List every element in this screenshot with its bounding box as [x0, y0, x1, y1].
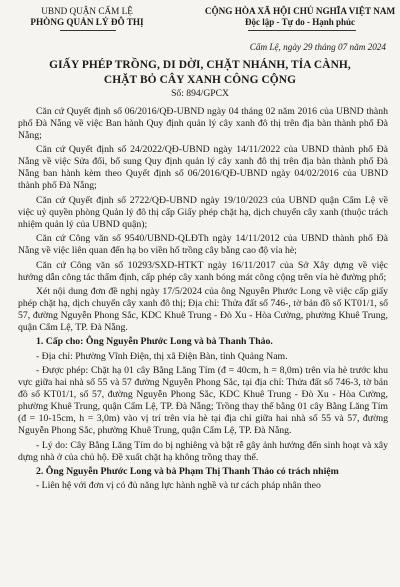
legal-basis-paragraph: Căn cứ Quyết định số 06/2016/QĐ-UBND ngày 04 tháng 02 năm 2016 của UBND thành phố Đà Nẵng về việc Ban hành Quy định quản lý cây xanh đô thị trên địa bàn thành phố Đà Nẵng;	[18, 106, 388, 141]
document-number: Số: 894/GPCX	[171, 88, 229, 99]
legal-basis-paragraph: Căn cứ Công văn số 9540/UBND-QLĐTh ngày 14/11/2012 của UBND thành phố Đà Nẵng về việc liên quan đến hạ bo viền hố trồng cây bằng cao độ vỉa hè;	[18, 233, 388, 257]
section-1-heading: 1. Cấp cho: Ông Nguyễn Phước Long và bà Thanh Thảo.	[36, 336, 273, 348]
legal-basis-paragraph: Căn cứ Quyết định số 24/2022/QĐ-UBND ngày 14/11/2022 của UBND thành phố Đà Nẵng về việc Sửa đổi, bổ sung Quy định quản lý cây xanh đô thị trên địa bàn thành phố Đà Nẵng ban hành kèm theo Quyết định số 06/2016/QĐ-UBND ngày 04/02/2016 của UBND thành phố Đà Nẵng;	[18, 144, 388, 192]
section-1-reason: - Lý do: Cây Bằng Lăng Tím do bị nghiêng và bật rễ gây ảnh hưởng đến sinh hoạt và xây dựng nhà ở của chủ hộ. Đề xuất chặt hạ không trồng thay thế.	[18, 439, 388, 463]
document-title-line-1: GIẤY PHÉP TRỒNG, DI DỜI, CHẶT NHÁNH, TỈA CÀNH,	[49, 59, 351, 71]
nation-name: CỘNG HÒA XÃ HỘI CHỦ NGHĨA VIỆT NAM	[204, 6, 396, 16]
authority-line-2: PHÒNG QUẢN LÝ ĐÔ THỊ	[30, 17, 144, 27]
section-2-heading: 2. Ông Nguyễn Phước Long và bà Phạm Thị Thanh Thảo có trách nhiệm	[36, 465, 339, 477]
request-paragraph: Xét nội dung đơn đề nghị ngày 17/5/2024 của ông Nguyễn Phước Long về việc cấp giấy phép chặt hạ, dịch chuyển cây xanh đô thị; Địa chỉ: Thửa đất số 746-, tờ bản đồ số KT01/1, số 57, đường Nguyễn Phong Sắc, KDC Khuê Trung - Đò Xu - Hòa Cường, phường Khuê Trung, quận Cẩm Lệ, TP. Đà Nẵng.	[18, 285, 388, 333]
document-title-line-2: CHẶT BỎ CÂY XANH CÔNG CỘNG	[103, 74, 297, 86]
national-motto: Độc lập - Tự do - Hạnh phúc	[244, 17, 355, 27]
legal-basis-paragraph: Căn cứ Công văn số 10293/SXD-HTKT ngày 16/11/2017 của Sở Xây dựng về việc hướng dẫn công tác thẩm định, cấp phép cây xanh bóng mát công cộng trên vỉa hè đường phố;	[18, 259, 388, 283]
date-line: Cẩm Lệ, ngày 29 tháng 07 năm 2024	[249, 42, 386, 52]
legal-basis-paragraph: Căn cứ Quyết định số 2722/QĐ-UBND ngày 19/10/2023 của UBND quận Cẩm Lệ về việc uỷ quyền phòng Quản lý đô thị cấp Giấy phép chặt hạ, dịch chuyển cây xanh (thuộc trách nhiệm quản lý của UBND quận);	[18, 194, 388, 230]
issuing-authority	[12, 6, 162, 28]
section-2-bullet: - Liên hệ với đơn vị có đủ năng lực hành nghề và tư cách pháp nhân theo	[36, 480, 321, 492]
authority-underline	[60, 30, 116, 31]
document-body	[18, 106, 388, 495]
national-header	[200, 6, 400, 28]
section-1-address: - Địa chỉ: Phường Vĩnh Điện, thị xã Điện Bàn, tỉnh Quảng Nam.	[36, 350, 288, 362]
authority-line-1: UBND QUẬN CẨM LỆ	[41, 6, 133, 16]
motto-underline	[248, 30, 356, 31]
section-1-permit: - Được phép: Chặt hạ 01 cây Bằng Lăng Tím (đ = 40cm, h = 8,0m) trên vỉa hè trước khu vực giữa hai nhà số 55 và 57 đường Nguyễn Phong Sắc, tại địa chỉ: Thửa đất số 746-3, tờ bản đồ số KT01/1, số 57, đường Nguyễn Phong Sắc, KDC Khuê Trung - Đò Xu - Hòa Cường, phường Khuê Trung, quận Cẩm Lệ, TP. Đà Nẵng; Trồng thay thế bằng 01 cây Bằng Lăng Tím (đ = 10-15cm, h = 3,0m) vào vị trí trên vỉa hè tại địa chỉ giữa hai nhà số 55 và 57, đường Nguyễn Phong Sắc, phường Khuê Trung, quận Cẩm Lệ, TP. Đà Nẵng.	[18, 365, 388, 437]
